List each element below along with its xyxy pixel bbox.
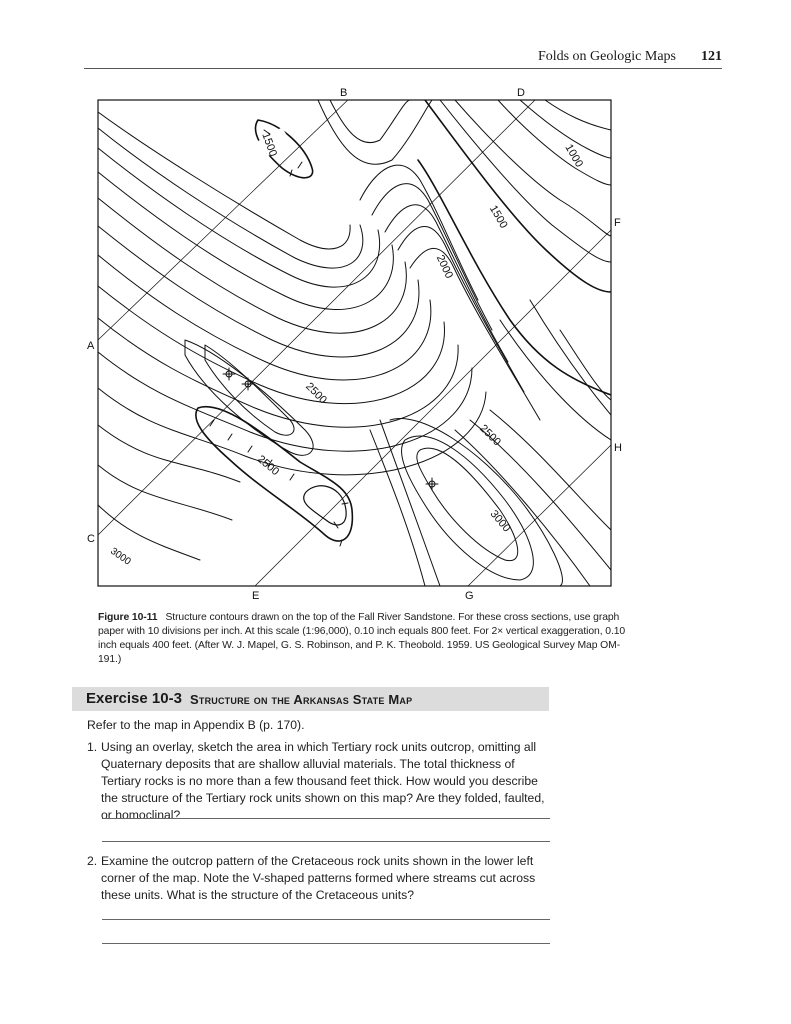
question-1-text: Using an overlay, sketch the area in which Tertiary rock units outcrop, omitting all Quaternary deposits that are shallow alluvial materials. The total thickness of Tertiary rocks is no more than a few thousand feet thick. How would you describe the structure of the Tertiary rock units shown on this map? Are they folded, faulted, or homoclinal? — [101, 740, 545, 822]
contour-label-2500-right: 2500 — [477, 422, 503, 449]
exercise-number: Exercise 10-3 — [86, 690, 182, 707]
exercise-intro: Refer to the map in Appendix B (p. 170). — [87, 718, 305, 732]
running-head-title: Folds on Geologic Maps — [537, 49, 676, 64]
contour-label-1500: 1500 — [486, 203, 510, 231]
map-label-c: C — [87, 533, 95, 545]
map-label-b: B — [340, 87, 348, 99]
contour-label-2000: 2000 — [433, 253, 455, 281]
running-head — [84, 48, 722, 69]
question-2 — [87, 853, 557, 905]
answer-line-1a[interactable] — [102, 818, 550, 819]
figure-label: Figure 10-11 — [98, 612, 158, 623]
figure-caption-text: Structure contours drawn on the top of the Fall River Sandstone. For these cross sections, use graph paper with 10 divisions per inch. At this scale (1:96,000), 0.10 inch equals 800 feet. For 2× vertical exaggeration, 0.10 inch equals 400 feet. (After W. J. Mapel, G. S. Robinson, and P. K. Theobold. 1959. US Geological Survey Map OM-191.) — [98, 612, 626, 665]
question-1 — [87, 739, 557, 822]
question-1-number: 1. — [87, 740, 98, 754]
contour-label-3000-right: 3000 — [487, 508, 513, 535]
map-label-f: F — [614, 217, 621, 229]
question-2-text: Examine the outcrop pattern of the Cretaceous rock units shown in the lower left corner of the map. Note the V-shaped patterns formed where streams cut across these units. What is the structure of the Cretaceous units? — [101, 854, 536, 902]
map-label-a: A — [87, 340, 95, 352]
contour-label-1500-top: 1500 — [259, 131, 279, 159]
contour-label-1000: 1000 — [562, 142, 586, 170]
map-label-g: G — [465, 590, 474, 600]
structure-contour-map — [80, 80, 625, 600]
map-label-e: E — [252, 590, 260, 600]
answer-line-1b[interactable] — [102, 841, 550, 842]
exercise-heading — [72, 687, 549, 711]
figure-caption — [98, 611, 633, 667]
map-label-h: H — [614, 442, 622, 454]
page-number: 121 — [701, 49, 722, 64]
question-2-number: 2. — [87, 854, 98, 868]
contour-label-3000-left: 3000 — [108, 545, 133, 568]
answer-line-2b[interactable] — [102, 943, 550, 944]
exercise-title: Structure on the Arkansas State Map — [190, 692, 413, 707]
answer-line-2a[interactable] — [102, 919, 550, 920]
contours-upper-left — [98, 112, 486, 560]
map-label-d: D — [517, 87, 525, 99]
contour-label-2500-mid: 2500 — [303, 380, 329, 407]
contour-label-2500-low: 2500 — [254, 453, 282, 479]
